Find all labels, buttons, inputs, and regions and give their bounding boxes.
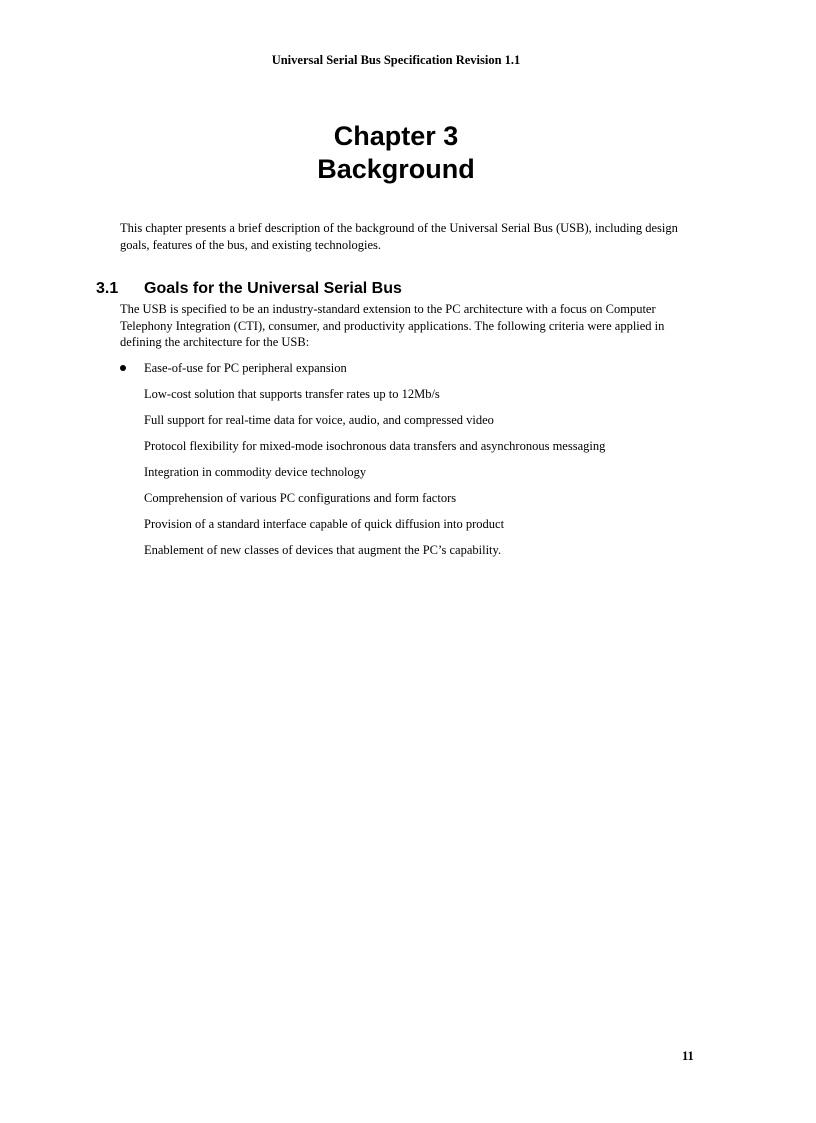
running-header: Universal Serial Bus Specification Revision 1.1 xyxy=(271,53,521,67)
list-item xyxy=(120,542,700,568)
list-item-text: Provision of a standard interface capable of quick diffusion into product xyxy=(144,517,505,531)
list-item xyxy=(120,464,700,490)
chapter-name: Background xyxy=(317,154,475,184)
chapter-number: Chapter 3 xyxy=(333,121,459,151)
section-body-paragraph: The USB is specified to be an industry-standard extension to the PC architecture with a focus on Computer Telephony Integration (CTI), consumer, and productivity applications. The following criteria were applied in defining the architecture for the USB: xyxy=(120,302,665,349)
list-item-text: Ease-of-use for PC peripheral expansion xyxy=(144,361,347,375)
list-item xyxy=(120,412,700,438)
list-item-text: Integration in commodity device technology xyxy=(144,465,367,479)
list-item xyxy=(120,516,700,542)
bullet-icon xyxy=(120,365,126,371)
criteria-list xyxy=(120,360,700,568)
list-item xyxy=(120,438,700,464)
list-item-text: Enablement of new classes of devices that augment the PC’s capability. xyxy=(144,543,502,557)
page-number: 11 xyxy=(682,1049,694,1063)
section-heading xyxy=(96,279,402,299)
list-item xyxy=(120,386,700,412)
list-item-text: Low-cost solution that supports transfer rates up to 12Mb/s xyxy=(144,387,440,401)
list-item-text: Full support for real-time data for voice, audio, and compressed video xyxy=(144,413,494,427)
list-item-text: Protocol flexibility for mixed-mode isochronous data transfers and asynchronous messaging xyxy=(144,439,606,453)
list-item xyxy=(120,490,700,516)
section-number: 3.1 xyxy=(96,280,119,297)
chapter-title xyxy=(0,120,792,186)
section-title: Goals for the Universal Serial Bus xyxy=(144,280,402,297)
intro-paragraph: This chapter presents a brief description of the background of the Universal Serial Bus (USB), including design goals, features of the bus, and existing technologies. xyxy=(120,221,678,252)
list-item-text: Comprehension of various PC configurations and form factors xyxy=(144,491,457,505)
list-item xyxy=(120,360,700,386)
